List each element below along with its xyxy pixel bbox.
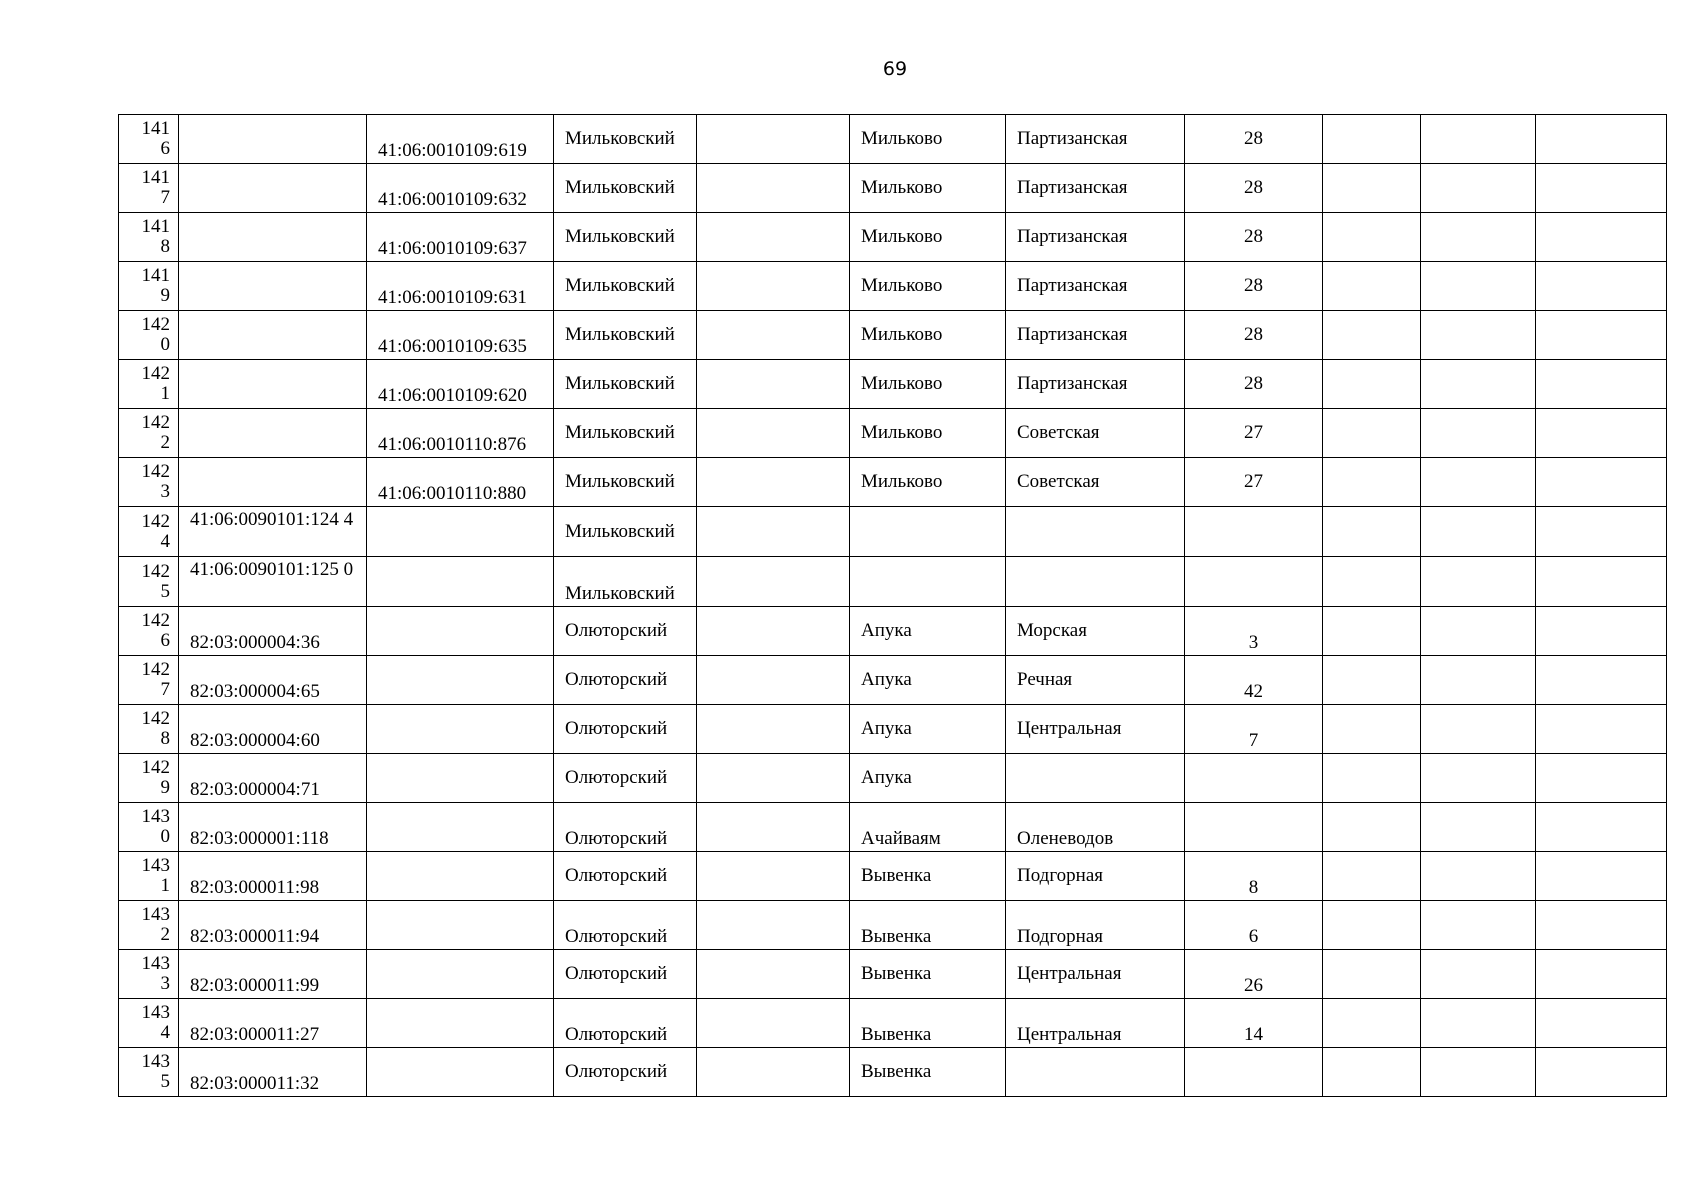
table-row	[119, 901, 1667, 950]
district-cell: Олюторский	[554, 901, 697, 950]
empty-cell	[1421, 409, 1536, 458]
house-number-cell: 28	[1185, 213, 1323, 262]
locality-cell: Мильково	[850, 115, 1006, 164]
empty-cell	[1421, 607, 1536, 656]
empty-cell	[1536, 458, 1667, 507]
locality-cell: Мильково	[850, 262, 1006, 311]
row-number-part1: 141	[141, 118, 170, 139]
cadastral-number-alt-cell	[367, 557, 554, 607]
row-number-cell	[119, 950, 179, 999]
cadastral-number-cell	[179, 311, 367, 360]
row-number-part2: 5	[160, 580, 170, 602]
street-cell: Оленеводов	[1006, 803, 1185, 852]
table-row	[119, 950, 1667, 999]
row-number-part2: 0	[160, 826, 170, 847]
house-number-cell: 42	[1185, 656, 1323, 705]
table-row	[119, 656, 1667, 705]
empty-cell	[1421, 507, 1536, 557]
street-cell	[1006, 507, 1185, 557]
row-number-part2: 9	[160, 285, 170, 306]
district-cell: Олюторский	[554, 950, 697, 999]
cadastral-number-alt-cell	[367, 507, 554, 557]
row-number-part2: 3	[160, 973, 170, 994]
empty-cell	[1323, 115, 1421, 164]
row-number-part2: 3	[160, 481, 170, 502]
locality-cell: Мильково	[850, 458, 1006, 507]
table-body	[119, 115, 1667, 1097]
row-number-part1: 142	[141, 461, 170, 482]
empty-cell	[697, 803, 850, 852]
district-cell: Мильковский	[554, 360, 697, 409]
district-cell: Олюторский	[554, 754, 697, 803]
street-cell: Партизанская	[1006, 262, 1185, 311]
cadastral-number-cell: 82:03:000011:99	[179, 950, 367, 999]
house-number-cell: 3	[1185, 607, 1323, 656]
row-number-part1: 142	[141, 659, 170, 680]
house-number-cell: 7	[1185, 705, 1323, 754]
street-cell: Партизанская	[1006, 360, 1185, 409]
cadastral-number-cell: 82:03:000011:27	[179, 999, 367, 1048]
row-number-cell	[119, 803, 179, 852]
empty-cell	[1421, 115, 1536, 164]
cadastral-number-alt-cell	[367, 607, 554, 656]
house-number-cell: 28	[1185, 115, 1323, 164]
row-number-part1: 142	[141, 363, 170, 384]
row-number-cell	[119, 311, 179, 360]
row-number-part1: 142	[141, 610, 170, 631]
cadastral-number-alt-cell	[367, 754, 554, 803]
district-cell: Мильковский	[554, 213, 697, 262]
table-row	[119, 557, 1667, 607]
empty-cell	[1323, 1048, 1421, 1097]
district-cell: Олюторский	[554, 999, 697, 1048]
row-number-part2: 7	[160, 679, 170, 700]
empty-cell	[1421, 1048, 1536, 1097]
house-number-cell: 27	[1185, 458, 1323, 507]
empty-cell	[1536, 311, 1667, 360]
empty-cell	[1323, 607, 1421, 656]
row-number-part1: 142	[141, 412, 170, 433]
empty-cell	[1536, 1048, 1667, 1097]
row-number-part2: 5	[160, 1071, 170, 1092]
row-number-part1: 142	[141, 708, 170, 729]
row-number-cell	[119, 409, 179, 458]
locality-cell: Апука	[850, 607, 1006, 656]
empty-cell	[1536, 213, 1667, 262]
cadastral-number-cell	[179, 409, 367, 458]
house-number-cell: 8	[1185, 852, 1323, 901]
cadastral-number-alt-cell: 41:06:0010109:619	[367, 115, 554, 164]
row-number-cell	[119, 213, 179, 262]
empty-cell	[1421, 754, 1536, 803]
cadastral-number-cell	[179, 213, 367, 262]
locality-cell	[850, 507, 1006, 557]
cadastral-number-cell	[179, 115, 367, 164]
empty-cell	[1536, 607, 1667, 656]
empty-cell	[1323, 999, 1421, 1048]
empty-cell	[1323, 164, 1421, 213]
street-cell: Центральная	[1006, 705, 1185, 754]
cadastral-number-alt-cell: 41:06:0010110:876	[367, 409, 554, 458]
district-cell: Олюторский	[554, 852, 697, 901]
empty-cell	[1323, 901, 1421, 950]
empty-cell	[1536, 852, 1667, 901]
empty-cell	[697, 458, 850, 507]
cadastral-number-alt-cell	[367, 999, 554, 1048]
empty-cell	[1536, 360, 1667, 409]
table-row	[119, 999, 1667, 1048]
empty-cell	[1323, 950, 1421, 999]
cadastral-number-alt-cell	[367, 705, 554, 754]
cadastral-number-alt-cell	[367, 901, 554, 950]
locality-cell: Вывенка	[850, 901, 1006, 950]
cadastral-number-alt-cell: 41:06:0010109:632	[367, 164, 554, 213]
district-cell: Олюторский	[554, 607, 697, 656]
cadastral-number-cell: 82:03:000011:98	[179, 852, 367, 901]
cadastral-number-alt-cell	[367, 852, 554, 901]
cadastral-number-alt-cell	[367, 803, 554, 852]
row-number-cell	[119, 115, 179, 164]
empty-cell	[697, 656, 850, 705]
row-number-cell	[119, 754, 179, 803]
empty-cell	[1421, 311, 1536, 360]
district-cell: Олюторский	[554, 1048, 697, 1097]
cadastral-number-cell: 82:03:000004:65	[179, 656, 367, 705]
empty-cell	[697, 262, 850, 311]
house-number-cell: 28	[1185, 311, 1323, 360]
table-row	[119, 754, 1667, 803]
empty-cell	[1421, 803, 1536, 852]
page-number: 69	[882, 58, 908, 80]
row-number-part2: 7	[160, 187, 170, 208]
house-number-cell: 28	[1185, 164, 1323, 213]
cadastral-number-alt-cell: 41:06:0010110:880	[367, 458, 554, 507]
table-row	[119, 262, 1667, 311]
district-cell: Олюторский	[554, 656, 697, 705]
empty-cell	[1323, 507, 1421, 557]
street-cell: Советская	[1006, 458, 1185, 507]
row-number-part1: 141	[141, 216, 170, 237]
empty-cell	[1323, 360, 1421, 409]
empty-cell	[1323, 311, 1421, 360]
cadastral-number-alt-cell	[367, 656, 554, 705]
cadastral-number-cell: 41:06:0090101:125 0	[179, 557, 367, 607]
district-cell: Олюторский	[554, 705, 697, 754]
empty-cell	[1323, 213, 1421, 262]
cadastral-number-cell: 82:03:000004:60	[179, 705, 367, 754]
empty-cell	[1536, 557, 1667, 607]
cadastral-number-cell	[179, 360, 367, 409]
empty-cell	[1421, 999, 1536, 1048]
cadastral-number-alt-cell: 41:06:0010109:635	[367, 311, 554, 360]
district-cell: Мильковский	[554, 409, 697, 458]
empty-cell	[697, 557, 850, 607]
locality-cell: Ачайваям	[850, 803, 1006, 852]
row-number-cell	[119, 901, 179, 950]
empty-cell	[1536, 754, 1667, 803]
locality-cell: Вывенка	[850, 852, 1006, 901]
row-number-part2: 8	[160, 728, 170, 749]
row-number-part2: 9	[160, 777, 170, 798]
row-number-part2: 6	[160, 138, 170, 159]
empty-cell	[1421, 705, 1536, 754]
table-row	[119, 213, 1667, 262]
cadastral-number-cell: 82:03:000011:94	[179, 901, 367, 950]
empty-cell	[1421, 360, 1536, 409]
locality-cell: Мильково	[850, 164, 1006, 213]
empty-cell	[697, 164, 850, 213]
house-number-cell	[1185, 507, 1323, 557]
row-number-cell	[119, 656, 179, 705]
street-cell: Морская	[1006, 607, 1185, 656]
house-number-cell	[1185, 557, 1323, 607]
cadastral-number-cell	[179, 164, 367, 213]
row-number-part1: 141	[141, 265, 170, 286]
cadastral-number-cell	[179, 458, 367, 507]
empty-cell	[1536, 656, 1667, 705]
cadastral-number-cell: 82:03:000004:36	[179, 607, 367, 656]
empty-cell	[697, 852, 850, 901]
empty-cell	[1421, 950, 1536, 999]
empty-cell	[1323, 262, 1421, 311]
table-row	[119, 1048, 1667, 1097]
district-cell: Мильковский	[554, 507, 697, 557]
street-cell: Партизанская	[1006, 311, 1185, 360]
locality-cell: Апука	[850, 656, 1006, 705]
street-cell	[1006, 754, 1185, 803]
empty-cell	[1323, 705, 1421, 754]
row-number-cell	[119, 507, 179, 557]
row-number-cell	[119, 557, 179, 607]
district-cell: Мильковский	[554, 311, 697, 360]
row-number-cell	[119, 607, 179, 656]
empty-cell	[1536, 409, 1667, 458]
house-number-cell: 26	[1185, 950, 1323, 999]
empty-cell	[1421, 557, 1536, 607]
table-row	[119, 311, 1667, 360]
empty-cell	[697, 213, 850, 262]
empty-cell	[1323, 458, 1421, 507]
empty-cell	[1536, 705, 1667, 754]
empty-cell	[1323, 852, 1421, 901]
district-cell: Мильковский	[554, 115, 697, 164]
registry-table	[118, 114, 1667, 1097]
locality-cell: Апука	[850, 705, 1006, 754]
street-cell: Подгорная	[1006, 901, 1185, 950]
empty-cell	[1536, 999, 1667, 1048]
cadastral-number-cell: 82:03:000011:32	[179, 1048, 367, 1097]
table-row	[119, 607, 1667, 656]
empty-cell	[1421, 262, 1536, 311]
empty-cell	[697, 360, 850, 409]
row-number-part1: 143	[141, 904, 170, 925]
locality-cell: Вывенка	[850, 950, 1006, 999]
locality-cell: Вывенка	[850, 1048, 1006, 1097]
cadastral-number-alt-cell	[367, 1048, 554, 1097]
cadastral-number-cell: 82:03:000001:118	[179, 803, 367, 852]
row-number-cell	[119, 852, 179, 901]
district-cell: Мильковский	[554, 557, 697, 607]
house-number-cell: 6	[1185, 901, 1323, 950]
table-row	[119, 409, 1667, 458]
district-cell: Олюторский	[554, 803, 697, 852]
empty-cell	[697, 311, 850, 360]
district-cell: Мильковский	[554, 164, 697, 213]
row-number-cell	[119, 999, 179, 1048]
row-number-cell	[119, 458, 179, 507]
locality-cell: Мильково	[850, 213, 1006, 262]
cadastral-number-alt-cell: 41:06:0010109:620	[367, 360, 554, 409]
empty-cell	[1536, 262, 1667, 311]
empty-cell	[697, 409, 850, 458]
house-number-cell	[1185, 754, 1323, 803]
house-number-cell: 28	[1185, 262, 1323, 311]
table-row	[119, 360, 1667, 409]
empty-cell	[1421, 901, 1536, 950]
row-number-part1: 143	[141, 806, 170, 827]
locality-cell: Мильково	[850, 409, 1006, 458]
empty-cell	[1323, 803, 1421, 852]
empty-cell	[1323, 656, 1421, 705]
empty-cell	[697, 705, 850, 754]
row-number-part2: 1	[160, 383, 170, 404]
empty-cell	[697, 607, 850, 656]
row-number-cell	[119, 360, 179, 409]
cadastral-number-cell	[179, 262, 367, 311]
locality-cell: Мильково	[850, 360, 1006, 409]
row-number-part1: 141	[141, 167, 170, 188]
row-number-part1: 143	[141, 855, 170, 876]
row-number-part2: 6	[160, 630, 170, 651]
street-cell: Партизанская	[1006, 115, 1185, 164]
empty-cell	[697, 999, 850, 1048]
table-row	[119, 852, 1667, 901]
row-number-part1: 142	[141, 757, 170, 778]
table-row	[119, 164, 1667, 213]
empty-cell	[1421, 458, 1536, 507]
street-cell: Партизанская	[1006, 164, 1185, 213]
locality-cell: Мильково	[850, 311, 1006, 360]
row-number-cell	[119, 705, 179, 754]
empty-cell	[1421, 852, 1536, 901]
empty-cell	[697, 507, 850, 557]
row-number-part2: 4	[160, 1022, 170, 1043]
locality-cell	[850, 557, 1006, 607]
empty-cell	[1323, 409, 1421, 458]
house-number-cell: 14	[1185, 999, 1323, 1048]
row-number-part1: 142	[141, 314, 170, 335]
row-number-part2: 0	[160, 334, 170, 355]
cadastral-number-alt-cell: 41:06:0010109:637	[367, 213, 554, 262]
empty-cell	[1536, 950, 1667, 999]
table-row	[119, 507, 1667, 557]
row-number-part1: 142	[141, 560, 170, 582]
street-cell	[1006, 557, 1185, 607]
empty-cell	[1323, 754, 1421, 803]
empty-cell	[1536, 115, 1667, 164]
cadastral-number-alt-cell	[367, 950, 554, 999]
house-number-cell: 28	[1185, 360, 1323, 409]
row-number-part1: 143	[141, 953, 170, 974]
empty-cell	[1323, 557, 1421, 607]
row-number-part2: 1	[160, 875, 170, 896]
street-cell: Центральная	[1006, 999, 1185, 1048]
empty-cell	[697, 754, 850, 803]
row-number-part1: 142	[141, 510, 170, 532]
empty-cell	[1421, 164, 1536, 213]
row-number-part1: 143	[141, 1051, 170, 1072]
cadastral-number-alt-cell: 41:06:0010109:631	[367, 262, 554, 311]
street-cell: Партизанская	[1006, 213, 1185, 262]
street-cell: Речная	[1006, 656, 1185, 705]
street-cell	[1006, 1048, 1185, 1097]
empty-cell	[697, 950, 850, 999]
house-number-cell: 27	[1185, 409, 1323, 458]
empty-cell	[697, 1048, 850, 1097]
locality-cell: Апука	[850, 754, 1006, 803]
row-number-cell	[119, 164, 179, 213]
table-row	[119, 705, 1667, 754]
table-row	[119, 115, 1667, 164]
house-number-cell	[1185, 1048, 1323, 1097]
cadastral-number-cell: 41:06:0090101:124 4	[179, 507, 367, 557]
district-cell: Мильковский	[554, 458, 697, 507]
empty-cell	[1536, 164, 1667, 213]
row-number-cell	[119, 262, 179, 311]
table-row	[119, 458, 1667, 507]
street-cell: Советская	[1006, 409, 1185, 458]
house-number-cell	[1185, 803, 1323, 852]
row-number-part2: 2	[160, 432, 170, 453]
row-number-part2: 8	[160, 236, 170, 257]
row-number-part1: 143	[141, 1002, 170, 1023]
row-number-part2: 4	[160, 530, 170, 552]
empty-cell	[1421, 213, 1536, 262]
table-row	[119, 803, 1667, 852]
row-number-part2: 2	[160, 924, 170, 945]
locality-cell: Вывенка	[850, 999, 1006, 1048]
row-number-cell	[119, 1048, 179, 1097]
street-cell: Подгорная	[1006, 852, 1185, 901]
district-cell: Мильковский	[554, 262, 697, 311]
empty-cell	[1536, 901, 1667, 950]
empty-cell	[697, 901, 850, 950]
empty-cell	[1421, 656, 1536, 705]
empty-cell	[1536, 803, 1667, 852]
street-cell: Центральная	[1006, 950, 1185, 999]
cadastral-number-cell: 82:03:000004:71	[179, 754, 367, 803]
empty-cell	[1536, 507, 1667, 557]
empty-cell	[697, 115, 850, 164]
